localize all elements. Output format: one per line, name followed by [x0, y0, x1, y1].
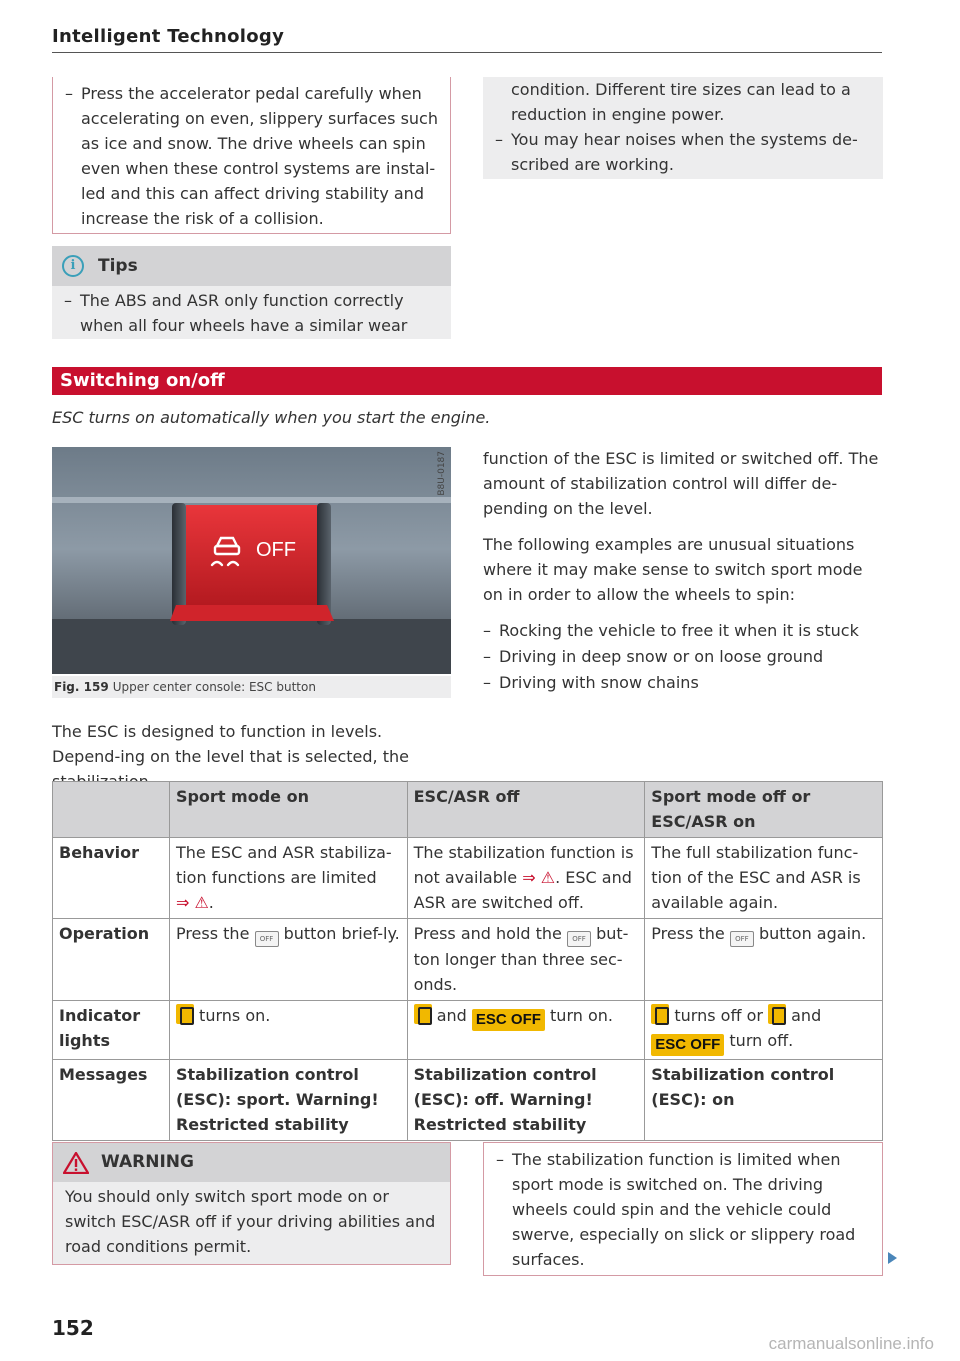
esc-off-lamp-icon: ESC OFF — [472, 1009, 545, 1031]
esc-button-icon: OFF — [567, 931, 591, 947]
behavior-sport-on-text: The ESC and ASR stabiliza-tion functions are limited — [175, 843, 392, 887]
messages-sport-off-text: Stabilization control (ESC): on — [651, 1065, 835, 1109]
row-label-behavior: Behavior — [53, 838, 170, 919]
indicator-sport-off-text-b: and — [791, 1006, 822, 1025]
warning-continued-right — [483, 1142, 883, 1276]
warning-header — [52, 1142, 451, 1182]
indicator-esc-off-text-a: and — [436, 1006, 467, 1025]
esc-indicator-lamp-icon — [176, 1004, 194, 1024]
esc-button-illustration — [52, 447, 451, 674]
behavior-sport-off: The full stabilization func-tion of the ESC and ASR is available again. — [645, 838, 883, 919]
tips-continued-item: – You may hear noises when the systems de-scribed are working. — [495, 127, 875, 177]
row-label-messages: Messages — [53, 1060, 170, 1141]
behavior-sport-on: The ESC and ASR stabiliza-tion functions are limited ⇒ ⚠. — [169, 838, 407, 919]
operation-sport-off-text-a: Press the — [651, 924, 725, 943]
behavior-esc-off-text-b: . ESC and ASR are switched off. — [413, 868, 632, 912]
cross-reference-arrow-icon: ⇒ — [175, 893, 190, 912]
levels-paragraph: The ESC is designed to function in levels. Depend-ing on the level that is selected, the — [52, 722, 409, 766]
operation-esc-off-text-b: but-ton longer than three sec-onds. — [413, 924, 629, 994]
right-column-text — [483, 446, 883, 696]
operation-sport-off — [645, 919, 883, 1001]
operation-esc-off-text-a: Press and hold the — [413, 924, 562, 943]
indicator-sport-on — [169, 1001, 407, 1060]
messages-sport-off — [645, 1060, 883, 1141]
warning-body: You should only switch sport mode on or switch ESC/ASR off if your driving abilities and road conditions permit. — [52, 1182, 451, 1265]
warning-symbol-icon: ⚠ — [194, 893, 209, 912]
tips-label: Tips — [98, 255, 138, 276]
watermark: carmanualsonline.info — [768, 1334, 934, 1353]
figure-code: B8U-0187 — [437, 451, 447, 496]
behavior-esc-off — [407, 838, 645, 919]
list-item: – Driving in deep snow or on loose ground — [483, 644, 883, 669]
table-header-row — [53, 782, 883, 838]
messages-sport-on — [169, 1060, 407, 1141]
section-intro: ESC turns on automatically when you start the engine. — [52, 408, 491, 427]
table-row — [53, 838, 883, 919]
examples-paragraph: The following examples are unusual situations where it may make sense to switch sport mode on in order to allow the wheels to spin: — [483, 535, 863, 604]
esc-indicator-lamp-icon — [651, 1004, 669, 1024]
page-number: 152 — [52, 1316, 94, 1340]
stabilization-paragraph: function of the ESC is limited or switched off. The amount of stabilization control will differ de-pending on the level. — [483, 449, 879, 518]
figure-caption-text: Upper center console: ESC button — [112, 680, 316, 694]
chapter-title: Intelligent Technology — [52, 26, 285, 47]
figure-number: Fig. 159 — [54, 680, 109, 694]
tips-header — [52, 246, 451, 286]
table-header-empty — [53, 782, 170, 838]
table-header-sport-on: Sport mode on — [169, 782, 407, 838]
indicator-sport-off — [645, 1001, 883, 1060]
esc-levels-table — [52, 781, 883, 1141]
esc-button-label: OFF — [256, 539, 296, 561]
esc-indicator-lamp-icon — [414, 1004, 432, 1024]
indicator-sport-off-text-c: turn off. — [729, 1031, 794, 1050]
indicator-sport-on-text: turns on. — [199, 1006, 271, 1025]
messages-esc-off-text: Stabilization control (ESC): off. Warning! Restricted stability — [413, 1065, 597, 1134]
esc-indicator-lamp-icon — [768, 1004, 786, 1024]
operation-esc-off — [407, 919, 645, 1001]
warning-triangle-icon — [63, 1152, 89, 1174]
operation-sport-on-text-b: button brief-ly. — [283, 924, 400, 943]
figure-caption — [52, 676, 451, 698]
esc-off-lamp-icon: ESC OFF — [651, 1034, 724, 1056]
table-header-esc-off: ESC/ASR off — [407, 782, 645, 838]
table-header-sport-off: Sport mode off or ESC/ASR on — [645, 782, 883, 838]
esc-button-icon: OFF — [730, 931, 754, 947]
warning-symbol-icon: ⚠ — [540, 868, 556, 887]
row-label-operation: Operation — [53, 919, 170, 1001]
info-icon: i — [62, 255, 84, 277]
warning-label: WARNING — [101, 1152, 194, 1172]
tips-item: – The ABS and ASR only function correctly when all four wheels have a similar wear — [64, 288, 443, 338]
row-label-indicator: Indicator lights — [53, 1001, 170, 1060]
table-row — [53, 1060, 883, 1141]
behavior-esc-off-text-a: The stabilization function is not available — [413, 843, 634, 887]
indicator-esc-off-text-b: turn on. — [550, 1006, 613, 1025]
table-row — [53, 1001, 883, 1060]
examples-list — [483, 618, 883, 695]
list-item: – Driving with snow chains — [483, 670, 883, 695]
list-item: – Rocking the vehicle to free it when it is stuck — [483, 618, 883, 643]
tips-continued-text: condition. Different tire sizes can lead to a reduction in engine power. — [511, 80, 851, 124]
warning-continued-item: – Press the accelerator pedal carefully when accelerating on even, slippery surfaces such as ice and snow. The drive wheels can spin even when these control systems are instal-led and this can affect driving stability and increase the risk of a collision. — [65, 81, 442, 231]
operation-sport-off-text-b: button again. — [758, 924, 867, 943]
header-rule — [52, 52, 882, 53]
section-title: Switching on/off — [52, 367, 882, 395]
warning-item: – The stabilization function is limited when sport mode is switched on. The driving wheels could spin and the vehicle could swerve, especially on slick or slippery road surfaces. — [496, 1147, 874, 1272]
warning-continued-box — [52, 77, 451, 234]
messages-sport-on-text: Stabilization control (ESC): sport. Warning! Restricted stability — [175, 1065, 379, 1134]
esc-button-figure — [52, 447, 451, 674]
cross-reference-arrow-icon: ⇒ — [522, 868, 536, 887]
esc-button-icon: OFF — [255, 931, 279, 947]
continue-arrow-icon — [888, 1252, 897, 1264]
messages-esc-off — [407, 1060, 645, 1141]
table-row — [53, 919, 883, 1001]
tips-continued-box — [483, 77, 883, 179]
tips-body — [52, 286, 451, 339]
indicator-sport-off-text-a: turns off or — [674, 1006, 763, 1025]
indicator-esc-off — [407, 1001, 645, 1060]
operation-sport-on-text-a: Press the — [175, 924, 250, 943]
operation-sport-on — [169, 919, 407, 1001]
